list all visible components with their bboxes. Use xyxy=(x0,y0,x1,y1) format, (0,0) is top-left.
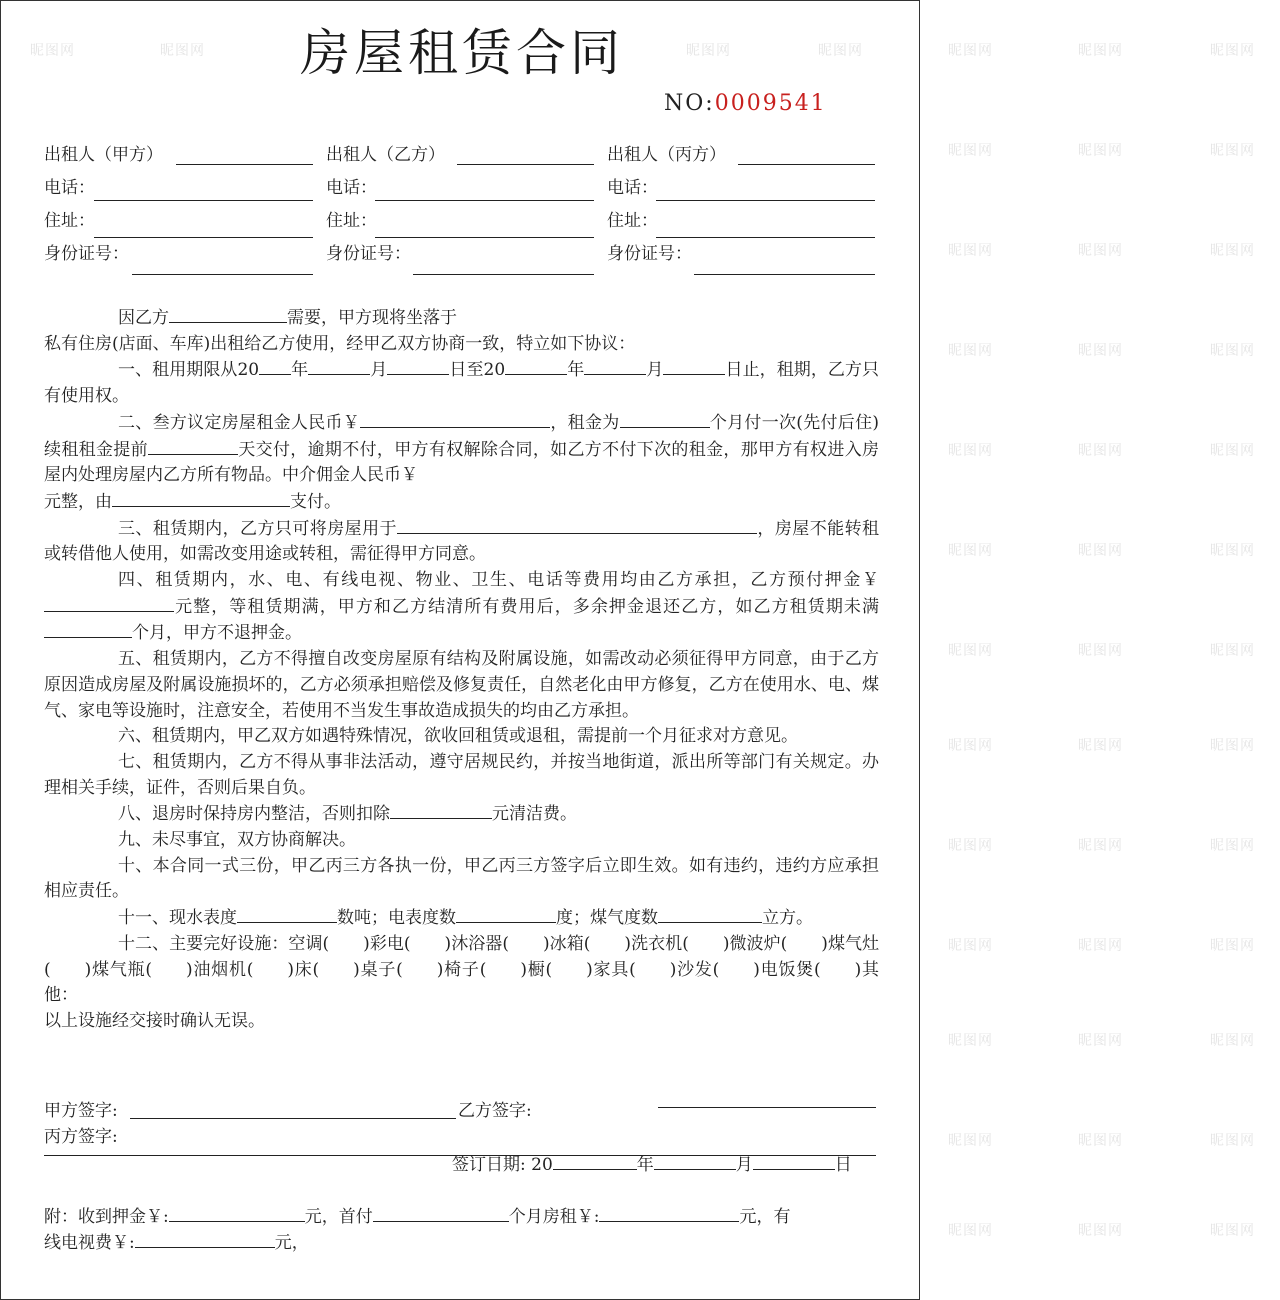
clause-5: 五、租赁期内，乙方不得擅自改变房屋原有结构及附属设施，如需改动必须征得甲方同意，由于乙方原因造成房屋及附属设施损坏的，乙方必须承担赔偿及修复责任，自然老化由甲方修复，乙方在使用水、电、煤气、家电等设施时，注意安全，若使用不当发生事故造成损失的均由乙方承担。 xyxy=(44,649,879,721)
watermark: 昵图网 xyxy=(1210,1033,1255,1049)
start-month-blank[interactable] xyxy=(308,357,370,375)
watermark: 昵图网 xyxy=(1210,643,1255,659)
sign-month-blank[interactable] xyxy=(654,1152,736,1170)
clause-text: 月 xyxy=(370,360,388,381)
party-a-signature-field[interactable] xyxy=(130,1118,456,1119)
clause-text: )彩电( xyxy=(363,933,411,954)
clause-text: 四、租赁期内，水、电、有线电视、物业、卫生、电话等费用均由乙方承担，乙方预付押金￥ xyxy=(118,570,879,591)
clause-text: )其他： xyxy=(44,959,880,1006)
party-a-name-field[interactable] xyxy=(176,164,313,165)
watermark: 昵图网 xyxy=(1210,43,1255,59)
serial-number xyxy=(664,93,827,115)
clause-8 xyxy=(44,801,879,828)
watermark: 昵图网 xyxy=(1210,1223,1255,1239)
watermark: 昵图网 xyxy=(948,938,993,954)
watermark: 昵图网 xyxy=(948,838,993,854)
clause-6: 六、租赁期内，甲乙双方如遇特殊情况，欲收回租赁或退租，需提前一个月征求对方意见。 xyxy=(118,726,798,747)
party-b-signature-field[interactable] xyxy=(658,1107,876,1108)
sign-date-label: 月 xyxy=(735,1155,753,1175)
payment-period-blank[interactable] xyxy=(620,410,710,428)
water-meter-blank[interactable] xyxy=(237,905,337,923)
appendix-text: 元， xyxy=(274,1233,309,1253)
commission-payer-blank[interactable] xyxy=(112,489,290,507)
clause-text: 数吨；电表度数 xyxy=(337,908,456,929)
watermark: 昵图网 xyxy=(1210,443,1255,459)
clause-text: )沙发( xyxy=(669,959,720,980)
min-months-blank[interactable] xyxy=(44,620,132,638)
watermark: 昵图网 xyxy=(1210,243,1255,259)
appendix-line-1 xyxy=(44,1204,790,1228)
clause-text: 月 xyxy=(646,360,664,381)
clause-1 xyxy=(44,357,879,409)
intro-line-1 xyxy=(44,305,879,332)
watermark: 昵图网 xyxy=(948,543,993,559)
appendix-text: 线电视费￥: xyxy=(44,1233,135,1253)
watermark: 昵图网 xyxy=(948,243,993,259)
watermark: 昵图网 xyxy=(948,443,993,459)
party-c-id-field[interactable] xyxy=(694,274,875,275)
deposit-blank[interactable] xyxy=(44,594,174,612)
clause-text: ，租金为 xyxy=(550,412,620,433)
party-b-address-field[interactable] xyxy=(375,237,594,238)
clause-text: 元整，由 xyxy=(44,491,112,512)
clause-text: )电饭煲( xyxy=(753,959,821,980)
watermark: 昵图网 xyxy=(1078,543,1123,559)
purpose-blank[interactable] xyxy=(169,305,287,323)
start-year-blank[interactable] xyxy=(259,357,291,375)
watermark: 昵图网 xyxy=(30,43,75,59)
party-c-id-label: 身份证号： xyxy=(607,244,692,264)
contract-body xyxy=(44,305,879,1035)
watermark: 昵图网 xyxy=(1210,143,1255,159)
watermark: 昵图网 xyxy=(1078,243,1123,259)
appendix-text: 元，有 xyxy=(739,1207,791,1227)
party-a-signature-label: 甲方签字: xyxy=(44,1101,118,1121)
party-c-label: 出租人（丙方） xyxy=(607,145,726,165)
cable-tv-fee-blank[interactable] xyxy=(135,1230,275,1248)
clause-text: )冰箱( xyxy=(542,933,591,954)
received-deposit-blank[interactable] xyxy=(169,1204,305,1222)
clause-12 xyxy=(44,932,879,1009)
watermark: 昵图网 xyxy=(1210,543,1255,559)
clause-text: 元整，等租赁期满，甲方和乙方结清所有费用后，多余押金退还乙方，如乙方租赁期未满 xyxy=(174,596,879,617)
watermark: 昵图网 xyxy=(818,43,863,59)
watermark: 昵图网 xyxy=(1210,738,1255,754)
end-year-blank[interactable] xyxy=(505,357,567,375)
watermark: 昵图网 xyxy=(1078,838,1123,854)
watermark: 昵图网 xyxy=(948,43,993,59)
confirm-line: 以上设施经交接时确认无误。 xyxy=(44,1010,265,1031)
watermark: 昵图网 xyxy=(1078,1223,1123,1239)
clause-text: )微波炉( xyxy=(722,933,788,954)
intro-text: 因乙方 xyxy=(118,308,169,328)
end-day-blank[interactable] xyxy=(663,357,725,375)
sign-date xyxy=(452,1152,852,1176)
party-c-phone-label: 电话： xyxy=(607,178,658,198)
watermark: 昵图网 xyxy=(948,738,993,754)
watermark: 昵图网 xyxy=(1078,643,1123,659)
clause-2 xyxy=(44,410,879,516)
intro-line-2: 私有住房(店面、车库)出租给乙方使用，经甲乙双方协商一致，特立如下协议： xyxy=(44,333,636,354)
clause-text: 元清洁费。 xyxy=(492,804,577,825)
party-c-phone-field[interactable] xyxy=(656,200,875,201)
clause-text: 个月，甲方不退押金。 xyxy=(132,623,302,644)
clause-text: 年 xyxy=(291,360,309,381)
clause-text: 日止，租期 xyxy=(725,360,811,381)
clause-text: )沐浴器( xyxy=(444,933,509,954)
end-month-blank[interactable] xyxy=(584,357,646,375)
clause-text: )家具( xyxy=(586,959,636,980)
clause-text: ，乙方只有使用权。 xyxy=(44,360,880,407)
party-a-address-field[interactable] xyxy=(94,237,313,238)
party-a-id-label: 身份证号： xyxy=(44,244,129,264)
party-a-phone-field[interactable] xyxy=(94,200,313,201)
clause-text: 天交付，逾期不付，甲方有权解除合同，如乙方不付下次的租金，那甲方有权进入房屋内处理房屋内乙方所有物品。中介佣金人民币￥ xyxy=(44,439,880,486)
clause-text: )油烟机( xyxy=(186,959,254,980)
clause-text: 度；煤气度数 xyxy=(556,908,658,929)
watermark: 昵图网 xyxy=(1078,1133,1123,1149)
party-c-signature-label: 丙方签字: xyxy=(44,1127,118,1147)
clause-text: 年 xyxy=(567,360,585,381)
watermark: 昵图网 xyxy=(948,1133,993,1149)
watermark: 昵图网 xyxy=(1210,1133,1255,1149)
clause-10: 十、本合同一式三份，甲乙丙三方各执一份，甲乙丙三方签字后立即生效。如有违约，违约方应承担相应责任。 xyxy=(44,855,879,902)
serial-label: NO: xyxy=(664,91,715,116)
sign-day-blank[interactable] xyxy=(753,1152,835,1170)
party-a-phone-label: 电话： xyxy=(44,178,95,198)
appendix-text: 个月房租￥: xyxy=(508,1207,600,1227)
watermark: 昵图网 xyxy=(948,143,993,159)
clause-text: ，房屋不能转租或转借他人使用，如需改变用途或转租，需征得甲方同意。 xyxy=(44,518,880,565)
party-a-label: 出租人（甲方） xyxy=(44,145,163,165)
clause-11 xyxy=(44,905,879,932)
watermark: 昵图网 xyxy=(1078,43,1123,59)
electric-meter-blank[interactable] xyxy=(456,905,556,923)
party-a-address-label: 住址： xyxy=(44,211,95,231)
clause-text: )床( xyxy=(287,959,320,980)
clause-text: )煤气瓶( xyxy=(84,959,152,980)
rent-amount-blank[interactable] xyxy=(360,410,550,428)
clause-text: 二、叁方议定房屋租金人民币￥ xyxy=(118,412,361,433)
page-title: 房屋租赁合同 xyxy=(300,24,624,82)
watermark: 昵图网 xyxy=(1210,343,1255,359)
appendix-text: 元，首付 xyxy=(304,1207,373,1227)
clause-text: 一、租用期限从20 xyxy=(118,360,260,381)
watermark: 昵图网 xyxy=(1078,443,1123,459)
clause-text: )桌子( xyxy=(353,959,403,980)
watermark: 昵图网 xyxy=(1210,838,1255,854)
advance-days-blank[interactable] xyxy=(148,437,238,455)
watermark: 昵图网 xyxy=(948,1033,993,1049)
clause-text: )煤气灶( xyxy=(44,933,880,980)
party-b-phone-field[interactable] xyxy=(375,200,594,201)
party-b-id-label: 身份证号： xyxy=(326,244,411,264)
party-b-address-label: 住址： xyxy=(326,211,377,231)
sign-date-label: 日 xyxy=(834,1155,852,1175)
usage-blank[interactable] xyxy=(397,516,757,534)
appendix-text: 附：收到押金￥: xyxy=(44,1207,169,1227)
serial-value: 0009541 xyxy=(714,91,827,116)
party-b-phone-label: 电话： xyxy=(326,178,377,198)
sign-date-label: 签订日期: 20 xyxy=(452,1155,553,1175)
party-a-id-field[interactable] xyxy=(132,274,313,275)
clause-9: 九、未尽事宜，双方协商解决。 xyxy=(118,830,356,851)
sign-year-blank[interactable] xyxy=(553,1152,637,1170)
clause-3 xyxy=(44,516,879,568)
clause-text: )椅子( xyxy=(436,959,487,980)
clause-text: 三、租赁期内，乙方只可将房屋用于 xyxy=(118,518,397,539)
party-c-name-field[interactable] xyxy=(738,164,875,165)
party-b-name-field[interactable] xyxy=(457,164,594,165)
start-day-blank[interactable] xyxy=(387,357,449,375)
watermark: 昵图网 xyxy=(686,43,731,59)
watermark: 昵图网 xyxy=(1210,938,1255,954)
watermark: 昵图网 xyxy=(160,43,205,59)
watermark: 昵图网 xyxy=(948,1223,993,1239)
clause-text: )橱( xyxy=(520,959,553,980)
party-c-address-label: 住址： xyxy=(607,211,658,231)
party-b-signature-label: 乙方签字: xyxy=(458,1101,532,1121)
watermark: 昵图网 xyxy=(948,343,993,359)
party-c-address-field[interactable] xyxy=(656,237,875,238)
watermark: 昵图网 xyxy=(1078,938,1123,954)
watermark: 昵图网 xyxy=(1078,1033,1123,1049)
clause-text: 八、退房时保持房内整洁，否则扣除 xyxy=(118,804,390,825)
clause-text: )洗衣机( xyxy=(624,933,689,954)
watermark: 昵图网 xyxy=(1078,343,1123,359)
watermark: 昵图网 xyxy=(948,643,993,659)
clause-text: 十二、主要完好设施：空调( xyxy=(118,933,330,954)
clause-text: 个月付一次(先付后住)续租租金提前 xyxy=(44,412,880,460)
watermark: 昵图网 xyxy=(1078,738,1123,754)
gas-meter-blank[interactable] xyxy=(658,905,762,923)
clause-4 xyxy=(44,568,879,647)
prepaid-months-blank[interactable] xyxy=(373,1204,509,1222)
watermark: 昵图网 xyxy=(1078,143,1123,159)
sign-date-label: 年 xyxy=(636,1155,654,1175)
intro-text: 需要，甲方现将坐落于 xyxy=(287,308,457,328)
cleaning-fee-blank[interactable] xyxy=(390,801,492,819)
clause-text: 立方。 xyxy=(762,908,813,929)
prepaid-rent-blank[interactable] xyxy=(599,1204,739,1222)
appendix-line-2 xyxy=(44,1230,309,1254)
clause-7: 七、租赁期内，乙方不得从事非法活动，遵守居规民约，并按当地街道，派出所等部门有关规定。办理相关手续，证件，否则后果自负。 xyxy=(44,751,879,798)
party-b-id-field[interactable] xyxy=(413,274,594,275)
party-b-label: 出租人（乙方） xyxy=(326,145,445,165)
clause-text: 十一、现水表度 xyxy=(118,908,237,929)
clause-text: 日至20 xyxy=(449,360,506,381)
clause-text: 支付。 xyxy=(290,491,341,512)
